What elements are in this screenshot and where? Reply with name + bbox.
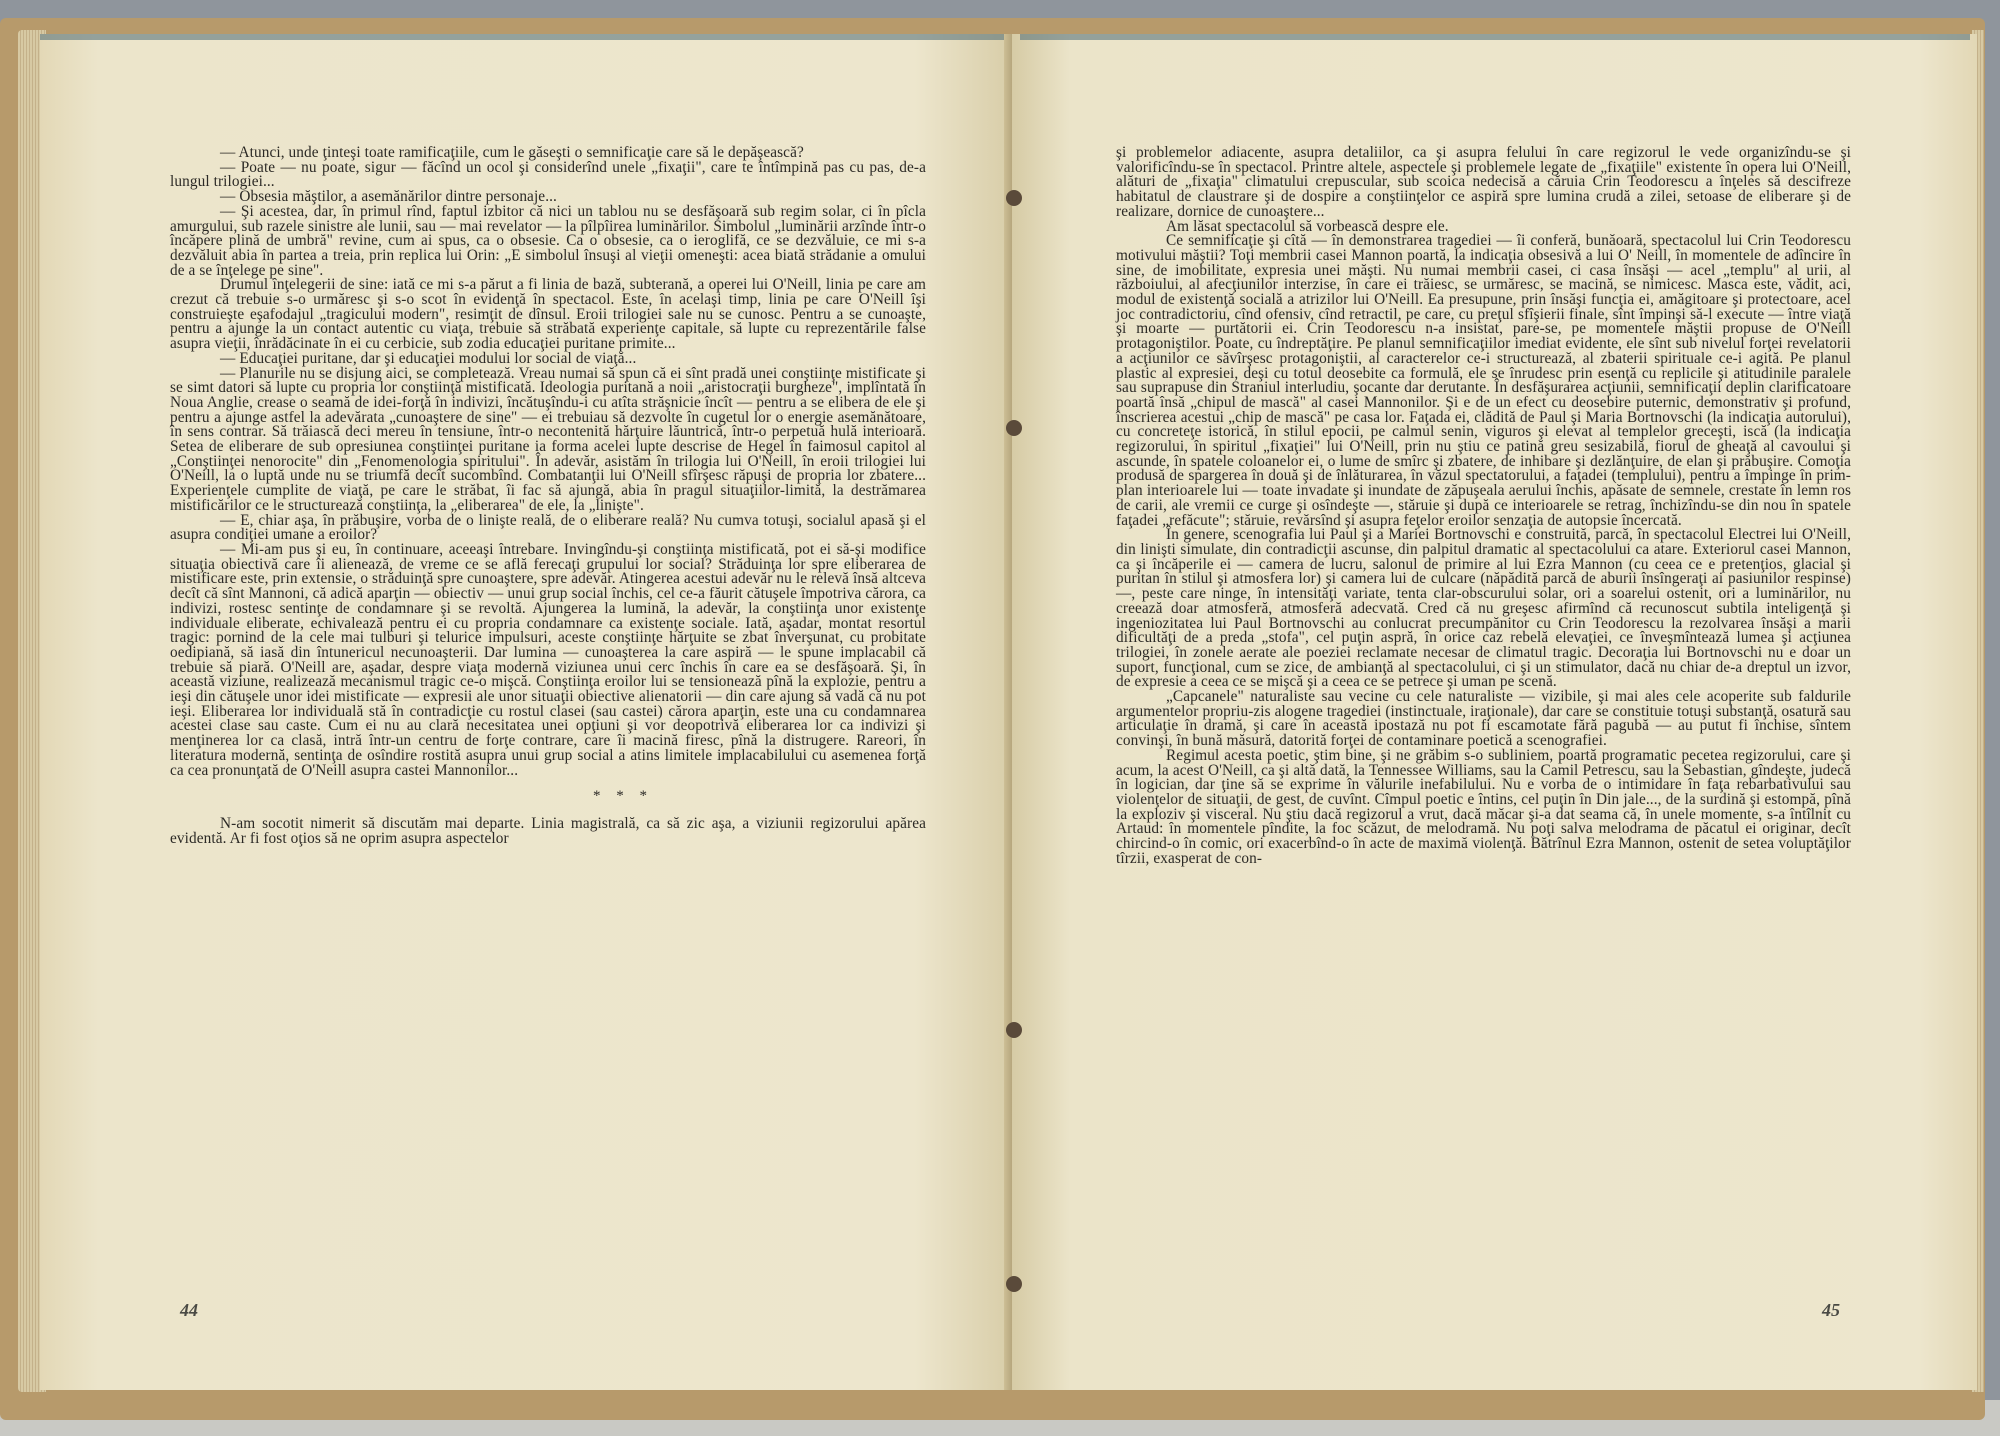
paragraph: — Şi acestea, dar, în primul rînd, faptul izbitor că nici un tablou nu se desfăşoară sub regim solar, ci în pîcla amurgului, sub razele sinistre ale lunii, sau — mai revelator — la pîlpîirea luminărilor. Simbolul „luminării arzînde într-o încăpere plină de umbră" revine, cum ai spus, ca o obsesie. Ca o obsesie, ca o ieroglifă, ce se dezvăluie, ce mi s-a dezvăluit abia în partea a treia, prin replica lui Orin: „E simbolul însuşi al vieţii omeneşti: acea biată strădanie a omului de a se înţelege pe sine". [170,202,926,279]
paragraph: — E, chiar aşa, în prăbuşire, vorba de o linişte reală, de o eliberare reală? Nu cumva totuşi, socialul apasă şi el asupra condiţiei umane a eroilor? [170,511,926,544]
paragraph: N-am socotit nimerit să discutăm mai departe. Linia magistrală, ca să zic aşa, a viziunii regizorului apărea evidentă. Ar fi fost oţios să ne oprim asupra aspectelor [170,815,926,847]
page-top-band [40,34,1004,40]
paragraph: Ce semnificaţie şi cîtă — în demonstrarea tragediei — îi conferă, bunăoară, spectacolul lui Crin Teodorescu motivului măştii? Toţi membrii casei Mannon poartă, la indicaţia obsesivă a lui O' Neill, în momentele de adîncire în sine, de imobilitate, expresia unei măşti. Nu numai membrii casei, ci casa însăşi — acel „templu" al urii, al războiului, al afecţiunilor interzise, în care ei trăiesc, se urmăresc, se macină, se nimicesc. Masca este, vădit, aci, modul de existenţă socială a atrizilor lui O'Neill. Ea presupune, prin însăşi funcţia ei, amăgitoare şi protectoare, acel joc contradictoriu, cînd ofensiv, cînd retractil, pe care, cu preţul sfîşierii finale, sînt împinşi să-l execute — între viaţă şi moarte — purtătorii ei. Crin Teodorescu n-a insistat, pare-se, pe momentele măştii propuse de O'Neill protagoniştilor. Poate, cu îndreptăţire. Pe planul semnificaţiilor imediat evidente, ele sînt sub nivelul forţei revelatorii a acţiunilor ce săvîrşesc protagoniştii, al caracterelor ce-i structurează, al zbaterii spirituale ce-i agită. Pe planul plastic al expresiei, deşi cu totul deosebite ca formulă, ele se înrudesc prin esenţă cu replicile şi atitudinile paralele sau suprapuse din Straniul interludiu, şocante dar derutante. În desfăşurarea acţiunii, semnificaţii deplin clarificatoare poartă însă „chipul de mască" al casei Mannonilor. Şi e de un efect cu deosebire puternic, demonstrativ şi profund, înscrierea acestui „chip de mască" pe casa lor. Faţada ei, clădită de Paul şi Maria Bortnovschi (la indicaţia autorului), cu concreteţe istorică, în stilul epocii, pe calmul senin, viguros şi elevat al templelor greceşti, iscă (la indicaţia regizorului, în spiritul „fixaţiei" lui O'Neill, prin nu ştiu ce patină greu sesizabilă, fiorul de gheaţă al cavoului şi ascunde, în spatele coloanelor ei, o lume de smîrc şi zbatere, de inhibare şi dezlănţuire, de elan şi prăbuşire. Comoţia produsă de spargerea în două şi de înlăturarea, în văzul spectatorului, a faţadei (templului), pentru a împinge în prim-plan interioarele lui — toate invadate şi inundate de zăpuşeala aerului închis, apăsate de semnele, crestate în lemn ros de carii, ale vremii ce curge şi osîndeşte —, stăruie şi după ce interioarele se retrag, închizîndu-se din nou în spatele faţadei „refăcute"; stăruie, revărsînd şi asupra feţelor eroilor senzaţia de autopsie încercată. [1116,232,1851,529]
binding-stitch [1006,1022,1022,1038]
paragraph: — Atunci, unde ţinteşi toate ramificaţiile, cum le găseşti o semnificaţie care să le depăşească? [220,144,804,161]
binding-stitch [1006,190,1022,206]
section-separator: * * * [593,788,653,805]
right-page [1012,34,1977,1390]
page-top-band [1020,34,1970,40]
paragraph: În genere, scenografia lui Paul şi a Mariei Bortnovschi e construită, parcă, în spectacolul Electrei lui O'Neill, din linişti simulate, din contradicţii ascunse, din palpitul dramatic al spectacolului ca atare. Exteriorul casei Mannon, ca şi încăperile ei — camera de lucru, salonul de primire al lui Ezra Mannon (cu ceea ce e pretenţios, glacial şi puritan în stilul şi atmosfera lor) şi camera lui de culcare (năpădită parcă de aburii însîngeraţi ai pasiunilor respinse) —, peste care ninge, în intensităţi variate, tenta clar-obscurului solar, ori a soarelui ostenit, ori a luminărilor, nu creează doar atmosferă, atmosferă adecvată. Cred că nu greşesc afirmînd că recunoscut subtila inteligenţă şi ingeniozitatea lui Paul Bortnovschi au conlucrat precumpănitor cu Crin Teodorescu la rezolvarea însăşi a marii dificultăţi de a preda „stofa", cel puţin aspră, în orice caz rebelă elevaţiei, ce înveşmîntează lumea şi acţiunea trilogiei, în zonele aerate ale poeziei reclamate necesar de climatul tragic. Decoraţia lui Bortnovschi nu e doar un suport, funcţional, cum se zice, de ambianţă al spectacolului, ci şi un stimulator, dacă nu chiar de-a dreptul un izvor, de expresie a ceea ce se mişcă şi a ceea ce se petrece şi uman pe scenă. [1116,526,1851,691]
binding-stitch [1006,420,1022,436]
paragraph: Regimul acesta poetic, ştim bine, şi ne grăbim s-o subliniem, poartă programatic pecetea regizorului, care şi acum, la acest O'Neill, ca şi altă dată, la Tennessee Williams, sau la Camil Petrescu, sau la Sebastian, gîndeşte, judecă în logician, dar ţine să se exprime în vălurile inefabilului. Nu e vorba de o intimidare în faţa rebarbativului sau violenţelor de situaţii, de gest, de cuvînt. Cîmpul poetic e întins, cel puţin în Din jale..., de la surdină şi estompă, pînă la exploziv şi visceral. Nu ştiu dacă regizorul a vrut, dacă măcar şi-a dat seama că, în unele momente, s-a întîlnit cu Artaud: în momentele pîndite, la foc scăzut, de melodramă. Nu poţi salva melodrama de păcatul ei originar, decît chircind-o în comic, ori exacerbînd-o în acte de maximă violenţă. Bătrînul Ezra Mannon, ostenit de setea voluptăţilor tîrzii, exasperat de con- [1116,746,1851,867]
page-number: 44 [180,1300,198,1320]
paragraph: Am lăsat spectacolul să vorbească despre ele. [1166,217,1449,235]
binding-stitch [1006,1276,1022,1292]
paragraph: „Capcanele" naturaliste sau vecine cu cele naturaliste — vizibile, şi mai ales cele acoperite sub faldurile argumentelor propriu-zis alogene tragediei (instinctuale, iraţionale), dar care se constituie totuşi substanţă, osatură sau articulaţie în dramă, şi care în această ipostază nu pot fi escamotate fără pagubă — au putut fi închise, sîntem convinşi, în bună măsură, datorită forţei de contaminare poetică a scenografiei. [1116,688,1851,750]
paragraph: şi problemelor adiacente, asupra detaliilor, ca şi asupra felului în care regizorul le vede organizîndu-se şi valorificîndu-se în spectacol. Printre altele, aspectele şi problemele legate de „fixaţiile" existente în opera lui O'Neill, alături de „fixaţia" climatului crepuscular, sub scoica nedecisă a căruia Crin Teodorescu a înţeles să descifreze habitatul de claustrare şi de dospire a conştiinţelor ce aspiră spre lumina crudă a zilei, setoase de eliberare şi de realizare, dornice de cunoaştere... [1116,144,1851,220]
left-page [40,34,1012,1390]
paragraph: — Obsesia măştilor, a asemănărilor dintre personaje... [220,188,557,206]
page-number: 45 [1822,1300,1840,1320]
paragraph: — Educaţiei puritane, dar şi educaţiei modului lor social de viaţă... [220,349,637,367]
paragraph: — Planurile nu se disjung aici, se completează. Vreau numai să spun că ei sînt pradă unei conştiinţe mistificate şi se simt datori să lupte cu propria lor conştiinţă mistificată. Ideologia puritană a noii „aristocraţii burgheze", implîntată în Noua Anglie, crease o seamă de idei-forţă în indivizi, încătuşîndu-i cu atîta străşnicie încît — pentru a se elibera de ele şi pentru a ajunge astfel la adevărata „cunoaştere de sine" — ei trebuiau să dezvolte în cugetul lor o energie asemănătoare, în sens contrar. Să trăiască deci mereu în tensiune, într-o necontenită hărţuire lăuntrică, într-o perpetuă hulă interioară. Setea de eliberare de sub opresiunea conştiinţei puritane ia forma acelei lupte descrise de Hegel în faimosul capitol al „Conştiinţei nenorocite" din „Fenomenologia spiritului". În adevăr, asistăm în trilogia lui O'Neill, în eroii trilogiei lui O'Neill, la o luptă unde nu se triumfă decît sucombînd. Combatanţii lui O'Neill sfîrşesc răpuşi de propria lor zbatere... Experienţele cumplite de viaţă, pe care le străbat, îi fac să ajungă, abia în pragul situaţiilor-limită, la destrămarea mistificărilor ce le structurează conştiinţa, la „eliberarea" de ele, la „linişte". [170,364,926,514]
paragraph: — Mi-am pus şi eu, în continuare, aceeaşi întrebare. Invingîndu-şi conştiinţa mistificată, pot ei să-şi modifice situaţia obiectivă care îi alienează, de vreme ce se află ferecaţi grupului lor social? Străduinţa lor spre eliberarea de mistificare este, prin extensie, o străduinţă spre cunoaştere, spre adevăr. Atingerea acestui adevăr nu le relevă însă altceva decît că sînt Mannoni, că adică aparţin — obiectiv — unui grup social închis, cel ce-a făurit cătuşele împotriva cărora, ca indivizi, rostesc sentinţe de condamnare şi se revoltă. Ajungerea la lumină, la adevăr, la conştiinţa unor existenţe individuale eliberate, echivalează pentru ei cu propria condamnare ca existenţe sociale. Iată, aşadar, montat resortul tragic: pornind de la cele mai tulburi şi telurice impulsuri, aceste conştiinţe hărţuite se zbat înverşunat, cu probitate oedipiană, să iasă din întunericul necunoaşterii. Dar lumina — cunoaşterea la care aspiră — le spune implacabil că trebuie să piară. O'Neill are, aşadar, despre viaţa modernă viziunea unui cerc închis în care ea se desfăşoară. Şi, în această viziune, realizează mecanismul tragic ce-o mişcă. Conştiinţa eroilor lui se tensionează pînă la explozie, pentru a ieşi din cătuşele unor idei mistificate — expresii ale unor situaţii obiective alienatorii — din care ajung să vadă că nu pot ieşi. Eliberarea lor individuală stă în contradicţie cu rostul clasei (sau castei) cărora aparţin, este una cu condamnarea acestei clase sau caste. Cum ei nu au clară necesitatea unei opţiuni şi vor deopotrivă eliberarea lor ca indivizi şi menţinerea lor ca clasă, intră într-un centru de forţe contrare, care îi macină firesc, pînă la distrugere. Rareori, în literatura modernă, sentinţa de osîndire rostită asupra unui grup social a atins limitele implacabilului cu asemenea forţă ca cea pronunţată de O'Neill asupra castei Mannonilor... [170,540,926,779]
paragraph: — Poate — nu poate, sigur — făcînd un ocol şi considerînd unele „fixaţii", care te întîmpină pas cu pas, de-a lungul trilogiei... [170,158,926,191]
paragraph: Drumul înţelegerii de sine: iată ce mi s-a părut a fi linia de bază, subterană, a operei lui O'Neill, linia pe care am crezut că trebuie s-o urmăresc şi s-o scot în evidenţă în spectacol. Este, în acelaşi timp, linia pe care O'Neill îşi construieşte eşafodajul „tragicului modern", resimţit de dînsul. Eroii trilogiei sale nu se cunosc. Pentru a se cunoaşte, pentru a ajunge la un contact autentic cu viaţa, trebuie să străbată experienţe capitale, să lupte cu reprezentările false asupra vieţii, înrădăcinate în ei cu cerbicie, sub zodia educaţiei puritane primite... [170,276,926,353]
